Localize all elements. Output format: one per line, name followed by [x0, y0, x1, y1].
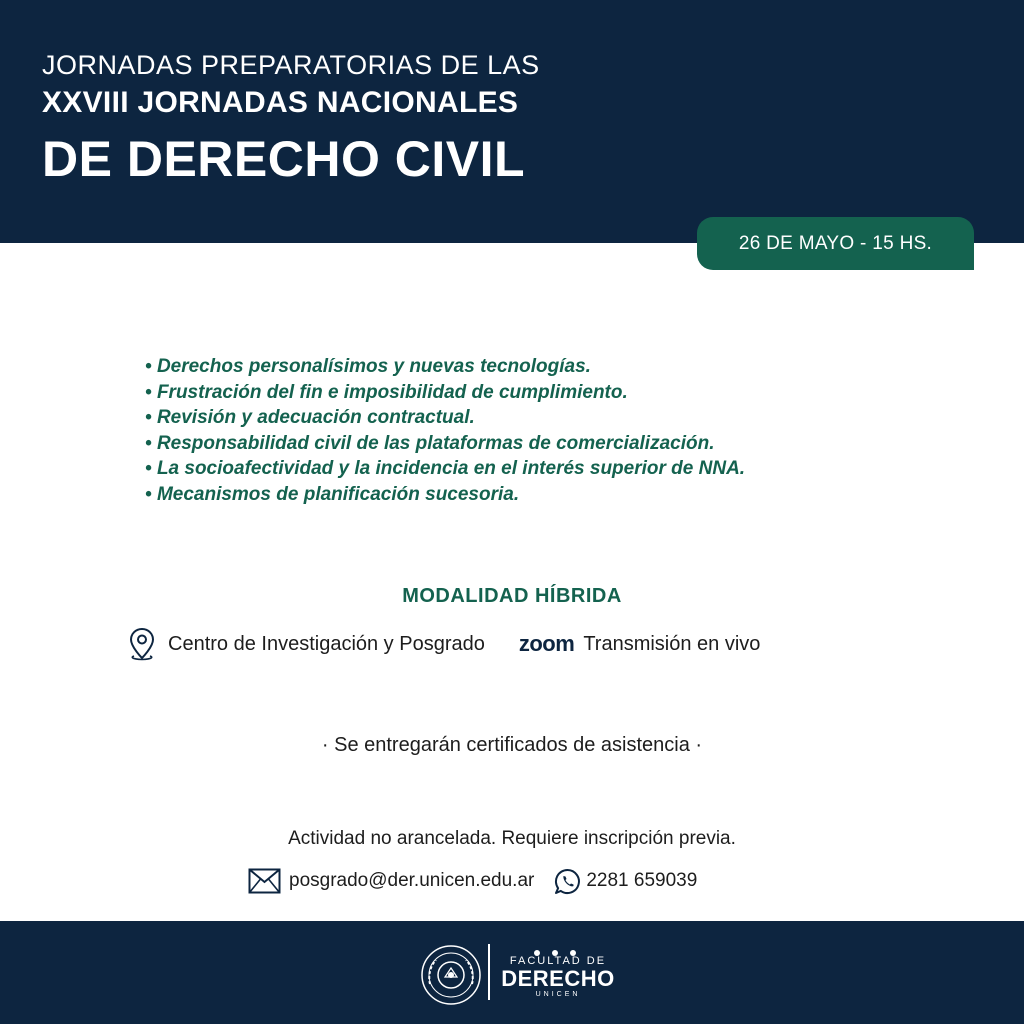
topic-item: • Mecanismos de planificación sucesoria.	[145, 482, 745, 508]
topic-item: • La socioafectividad y la incidencia en el interés superior de NNA.	[145, 456, 745, 482]
title-line-2: XXVIII JORNADAS NACIONALES	[42, 86, 519, 119]
zoom-logo: zoom	[518, 631, 575, 656]
title-line-1: JORNADAS PREPARATORIAS DE LAS	[42, 50, 540, 80]
header-banner	[0, 0, 1024, 243]
topic-item: • Derechos personalísimos y nuevas tecnologías.	[145, 354, 745, 380]
contact-row	[248, 864, 697, 898]
certificates-note: · Se entregarán certificados de asistencia ·	[321, 734, 703, 756]
title-line-3: DE DERECHO CIVIL	[42, 131, 526, 187]
contact-phone[interactable]: 2281 659039	[586, 870, 698, 891]
venue-location: Centro de Investigación y Posgrado	[168, 632, 485, 655]
topic-item: • Responsabilidad civil de las plataformas de comercialización.	[145, 431, 745, 457]
faculty-logo-line-2: DERECHO	[501, 966, 615, 991]
topic-item: • Frustración del fin e imposibilidad de cumplimiento.	[145, 380, 745, 406]
modalidad-heading: MODALIDAD HÍBRIDA	[402, 585, 622, 607]
envelope-icon	[248, 868, 281, 894]
university-seal-icon	[420, 944, 482, 1006]
topics-list	[145, 354, 745, 507]
topic-item: • Revisión y adecuación contractual.	[145, 405, 745, 431]
date-badge: 26 DE MAYO - 15 HS.	[697, 217, 974, 270]
footer-divider	[488, 944, 490, 1000]
faculty-logo-line-3: UNICEN	[535, 991, 581, 998]
location-pin-icon	[128, 627, 156, 661]
contact-email[interactable]: posgrado@der.unicen.edu.ar	[289, 870, 535, 891]
faculty-logo-line-1: FACULTAD DE	[509, 955, 607, 967]
stream-label: Transmisión en vivo	[583, 632, 761, 655]
venue-row	[128, 626, 760, 662]
registration-note: Actividad no arancelada. Requiere inscripción previa.	[288, 828, 736, 849]
logo-dots-icon	[530, 944, 580, 952]
whatsapp-icon	[554, 868, 581, 895]
